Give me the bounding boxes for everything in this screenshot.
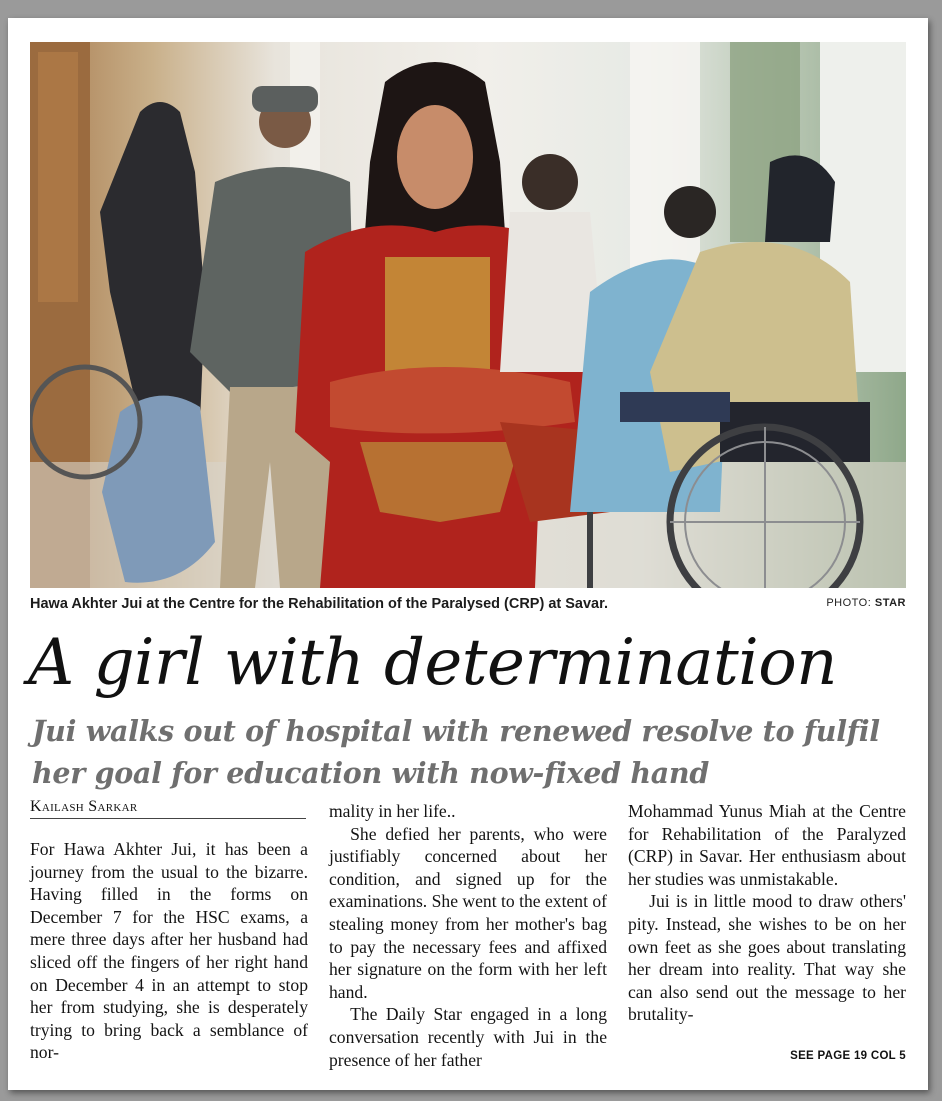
byline: Kailash Sarkar (30, 798, 306, 819)
article-paragraph: Jui is in little mood to draw others' pity. Instead, she wishes to be on her own feet as she goes about translating her dream into reality. That way she can also send out the message to her brutality- (628, 891, 906, 1025)
photo-caption: Hawa Akhter Jui at the Centre for the Rehabilitation of the Paralysed (CRP) at Savar. (30, 596, 608, 612)
carried-bag (102, 396, 215, 583)
article-paragraph: The Daily Star engaged in a long conversation recently with Jui in the presence of her father (329, 1004, 607, 1070)
headline: A girl with determination (28, 626, 837, 700)
article-paragraph: mality in her life.. (329, 801, 456, 821)
article-column-3 (628, 800, 906, 1026)
article-paragraph: For Hawa Akhter Jui, it has been a journey from the usual to the bizarre. Having filled in the forms on December 7 for the HSC exams, a mere three days after her husband had sliced off the fingers of her right hand on December 4 in an attempt to stop her from studying, she is desperately trying to bring back a semblance of nor- (30, 839, 308, 1063)
photo-illustration (30, 42, 906, 588)
photo-credit (826, 597, 906, 609)
continuation-note: SEE PAGE 19 COL 5 (790, 1050, 906, 1062)
subheadline: Jui walks out of hospital with renewed resolve to fulfil her goal for education with now-fixed hand (32, 714, 880, 790)
article-column-1 (30, 838, 308, 1064)
article-paragraph: Mohammad Yunus Miah at the Centre for Rehabilitation of the Paralyzed (CRP) in Savar. Her enthusiasm about her studies was unmistakable. (628, 801, 906, 889)
newspaper-page (8, 18, 928, 1090)
face (397, 105, 473, 209)
article-column-2 (329, 800, 607, 1071)
article-paragraph: She defied her parents, who were justifiably concerned about her condition, and signed up for the examinations. She went to the extent of stealing money from her mother's bag to pay the necessary fees and affixed her signature on the form with her left hand. (329, 823, 608, 1002)
photo-credit-label: PHOTO: (826, 597, 875, 609)
news-photo (30, 42, 906, 588)
crossed-arms (330, 367, 575, 433)
photo-credit-source: STAR (874, 597, 906, 609)
